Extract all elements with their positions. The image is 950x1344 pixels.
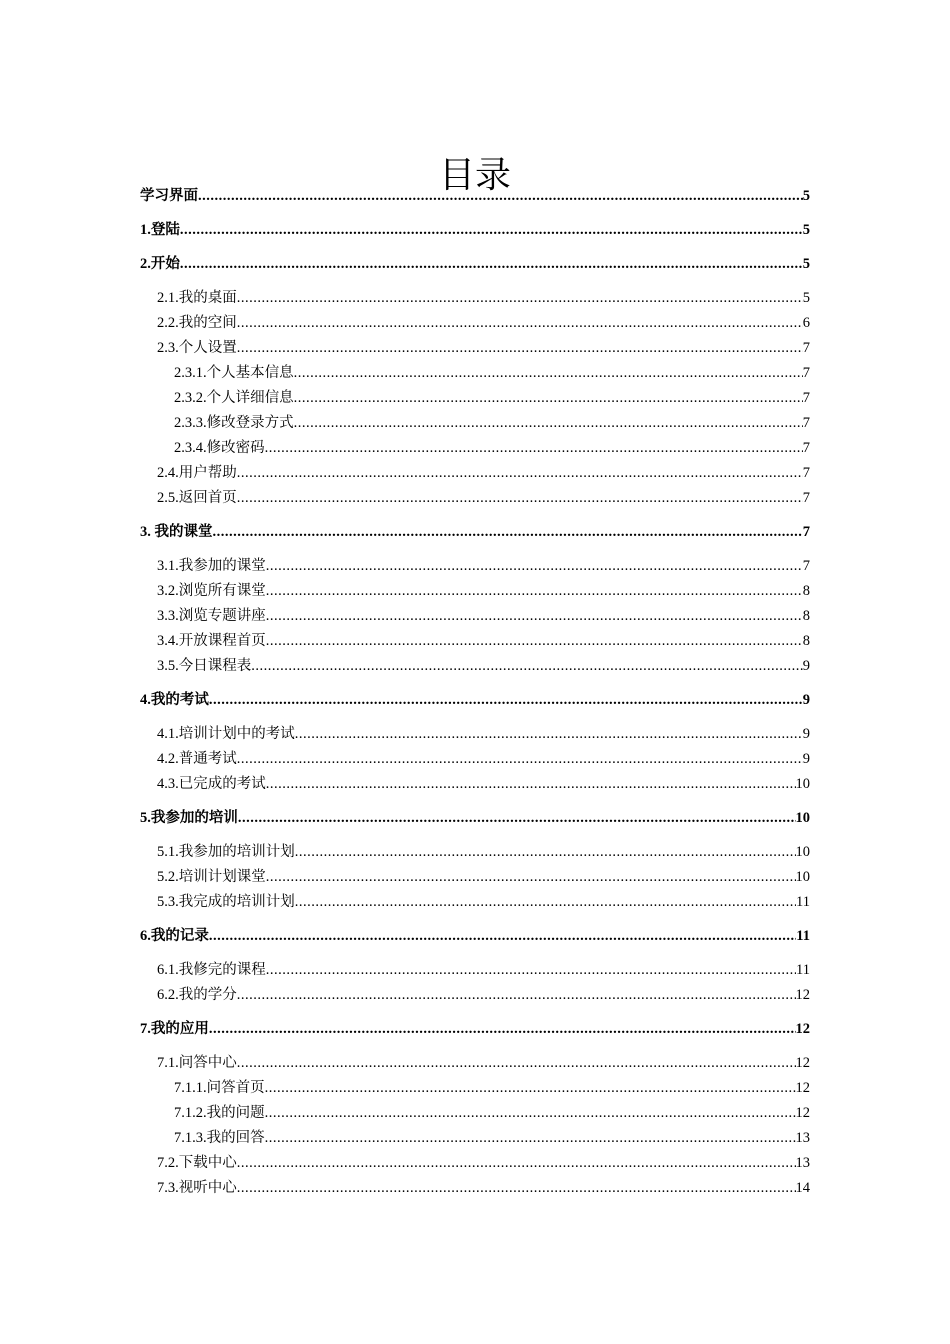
toc-dot-leader	[295, 722, 803, 747]
toc-page-number: 12	[795, 987, 810, 1003]
toc-entry-label: 2.1.我的桌面	[157, 290, 237, 306]
toc-entry-label: 5.1.我参加的培训计划	[157, 844, 295, 860]
toc-entry-label: 4.3.已完成的考试	[157, 776, 266, 792]
toc-entry-label: 学习界面	[140, 188, 198, 204]
toc-entry-label: 2.2.我的空间	[157, 315, 237, 331]
toc-dot-leader	[266, 772, 796, 797]
toc-dot-leader	[238, 806, 796, 831]
toc-entry-label: 2.3.4.修改密码	[174, 440, 265, 456]
toc-dot-leader	[294, 386, 803, 411]
toc-entry[interactable]	[140, 747, 810, 772]
toc-page-number: 14	[795, 1180, 810, 1196]
toc-dot-leader	[198, 184, 803, 209]
toc-page-number: 7	[802, 390, 810, 406]
toc-entry-label: 7.1.2.我的问题	[174, 1105, 265, 1121]
toc-entry[interactable]	[140, 361, 810, 386]
toc-dot-leader	[266, 554, 803, 579]
toc-entry-label: 2.开始	[140, 256, 180, 272]
toc-page-number: 5	[802, 256, 810, 272]
toc-entry-label: 2.3.3.修改登录方式	[174, 415, 294, 431]
toc-entry-label: 5.我参加的培训	[140, 810, 238, 826]
toc-page-number: 10	[795, 776, 810, 792]
toc-page-number: 7	[802, 440, 810, 456]
toc-entry-label: 7.1.问答中心	[157, 1055, 237, 1071]
toc-entry[interactable]	[140, 554, 810, 579]
toc-page-number: 9	[802, 692, 810, 708]
toc-entry[interactable]	[140, 890, 810, 915]
toc-dot-leader	[209, 1017, 796, 1042]
toc-dot-leader	[294, 411, 803, 436]
toc-page-number: 7	[802, 490, 810, 506]
toc-dot-leader	[213, 520, 803, 545]
toc-dot-leader	[265, 436, 803, 461]
toc-entry[interactable]	[140, 218, 810, 243]
toc-entry[interactable]	[140, 958, 810, 983]
toc-entry-label: 3.4.开放课程首页	[157, 633, 266, 649]
toc-dot-leader	[266, 865, 796, 890]
toc-page-number: 11	[796, 928, 810, 944]
toc-entry[interactable]	[140, 184, 810, 209]
toc-page-number: 8	[802, 608, 810, 624]
toc-entry-label: 2.4.用户帮助	[157, 465, 237, 481]
toc-dot-leader	[237, 311, 803, 336]
toc-entry[interactable]	[140, 688, 810, 713]
toc-entry-label: 7.我的应用	[140, 1021, 209, 1037]
toc-entry-label: 3.2.浏览所有课堂	[157, 583, 266, 599]
toc-dot-leader	[265, 1076, 796, 1101]
toc-entry[interactable]	[140, 1176, 810, 1201]
toc-page-number: 10	[795, 869, 810, 885]
toc-dot-leader	[266, 579, 803, 604]
toc-entry[interactable]	[140, 840, 810, 865]
toc-dot-leader	[265, 1126, 796, 1151]
toc-page-number: 8	[802, 583, 810, 599]
toc-entry-label: 6.1.我修完的课程	[157, 962, 266, 978]
toc-entry[interactable]	[140, 286, 810, 311]
toc-entry-label: 4.2.普通考试	[157, 751, 237, 767]
toc-entry-label: 7.3.视听中心	[157, 1180, 237, 1196]
toc-page-number: 9	[802, 726, 810, 742]
toc-entry-label: 4.1.培训计划中的考试	[157, 726, 295, 742]
toc-page-number: 12	[795, 1021, 810, 1037]
toc-entry[interactable]	[140, 461, 810, 486]
toc-entry-label: 3. 我的课堂	[140, 524, 213, 540]
toc-page-number: 7	[802, 340, 810, 356]
toc-dot-leader	[266, 958, 796, 983]
toc-entry[interactable]	[140, 772, 810, 797]
toc-entry-label: 2.3.个人设置	[157, 340, 237, 356]
toc-entry-label: 5.3.我完成的培训计划	[157, 894, 295, 910]
toc-entry-label: 3.1.我参加的课堂	[157, 558, 266, 574]
toc-dot-leader	[180, 252, 803, 277]
toc-dot-leader	[237, 336, 803, 361]
toc-dot-leader	[237, 461, 803, 486]
toc-entry[interactable]	[140, 1076, 810, 1101]
toc-page-number: 10	[795, 844, 810, 860]
toc-dot-leader	[266, 629, 803, 654]
toc-dot-leader	[266, 604, 803, 629]
toc-page-number: 7	[802, 465, 810, 481]
toc-entry[interactable]	[140, 336, 810, 361]
toc-entry[interactable]	[140, 1151, 810, 1176]
toc-page-number: 6	[802, 315, 810, 331]
toc-entry-label: 6.我的记录	[140, 928, 209, 944]
toc-dot-leader	[237, 1176, 796, 1201]
toc-entry[interactable]	[140, 386, 810, 411]
toc-entry-label: 6.2.我的学分	[157, 987, 237, 1003]
toc-entry[interactable]	[140, 806, 810, 831]
toc-page-number: 13	[795, 1155, 810, 1171]
toc-entry[interactable]	[140, 1017, 810, 1042]
toc-dot-leader	[209, 924, 796, 949]
toc-entry[interactable]	[140, 486, 810, 511]
toc-entry-label: 3.5.今日课程表	[157, 658, 252, 674]
toc-dot-leader	[295, 890, 796, 915]
toc-entry[interactable]	[140, 311, 810, 336]
toc-entry[interactable]	[140, 252, 810, 277]
toc-page-number: 13	[795, 1130, 810, 1146]
toc-page-number: 7	[802, 365, 810, 381]
toc-entry[interactable]	[140, 436, 810, 461]
toc-dot-leader	[237, 747, 803, 772]
toc-entry[interactable]	[140, 579, 810, 604]
toc-entry[interactable]	[140, 604, 810, 629]
toc-page-number: 12	[795, 1055, 810, 1071]
toc-page-number: 12	[795, 1105, 810, 1121]
toc-page-number: 8	[802, 633, 810, 649]
toc-entry-label: 7.2.下载中心	[157, 1155, 237, 1171]
toc-entry-label: 2.3.1.个人基本信息	[174, 365, 294, 381]
toc-page-number: 9	[802, 658, 810, 674]
toc-page-number: 5	[802, 290, 810, 306]
toc-entry[interactable]	[140, 924, 810, 949]
toc-page-number: 12	[795, 1080, 810, 1096]
toc-entry[interactable]	[140, 654, 810, 679]
toc-entry[interactable]	[140, 520, 810, 545]
toc-page-number: 5	[802, 222, 810, 238]
toc-page-number: 5	[802, 188, 810, 204]
toc-title: 目录	[438, 155, 511, 197]
toc-list	[140, 184, 810, 1201]
toc-dot-leader	[251, 654, 803, 679]
toc-page-number: 11	[796, 894, 810, 910]
toc-dot-leader	[209, 688, 803, 713]
toc-entry-label: 2.3.2.个人详细信息	[174, 390, 294, 406]
toc-dot-leader	[237, 286, 803, 311]
toc-page-number: 10	[795, 810, 810, 826]
toc-dot-leader	[237, 1151, 796, 1176]
toc-entry-label: 7.1.3.我的回答	[174, 1130, 265, 1146]
toc-page-number: 11	[796, 962, 810, 978]
toc-entry-label: 2.5.返回首页	[157, 490, 237, 506]
toc-dot-leader	[237, 486, 803, 511]
toc-entry-label: 1.登陆	[140, 222, 180, 238]
toc-entry-label: 7.1.1.问答首页	[174, 1080, 265, 1096]
toc-dot-leader	[295, 840, 796, 865]
toc-entry[interactable]	[140, 1126, 810, 1151]
toc-entry-label: 4.我的考试	[140, 692, 209, 708]
toc-entry[interactable]	[140, 1051, 810, 1076]
toc-entry-label: 3.3.浏览专题讲座	[157, 608, 266, 624]
toc-entry[interactable]	[140, 411, 810, 436]
toc-entry[interactable]	[140, 629, 810, 654]
toc-entry[interactable]	[140, 722, 810, 747]
toc-page-number: 9	[802, 751, 810, 767]
toc-dot-leader	[294, 361, 803, 386]
toc-entry-label: 5.2.培训计划课堂	[157, 869, 266, 885]
toc-dot-leader	[180, 218, 803, 243]
toc-dot-leader	[237, 983, 796, 1008]
toc-entry[interactable]	[140, 1101, 810, 1126]
toc-page-number: 7	[802, 415, 810, 431]
toc-entry[interactable]	[140, 983, 810, 1008]
toc-dot-leader	[265, 1101, 796, 1126]
toc-page-number: 7	[802, 524, 810, 540]
toc-entry[interactable]	[140, 865, 810, 890]
toc-page-number: 7	[802, 558, 810, 574]
toc-dot-leader	[237, 1051, 796, 1076]
